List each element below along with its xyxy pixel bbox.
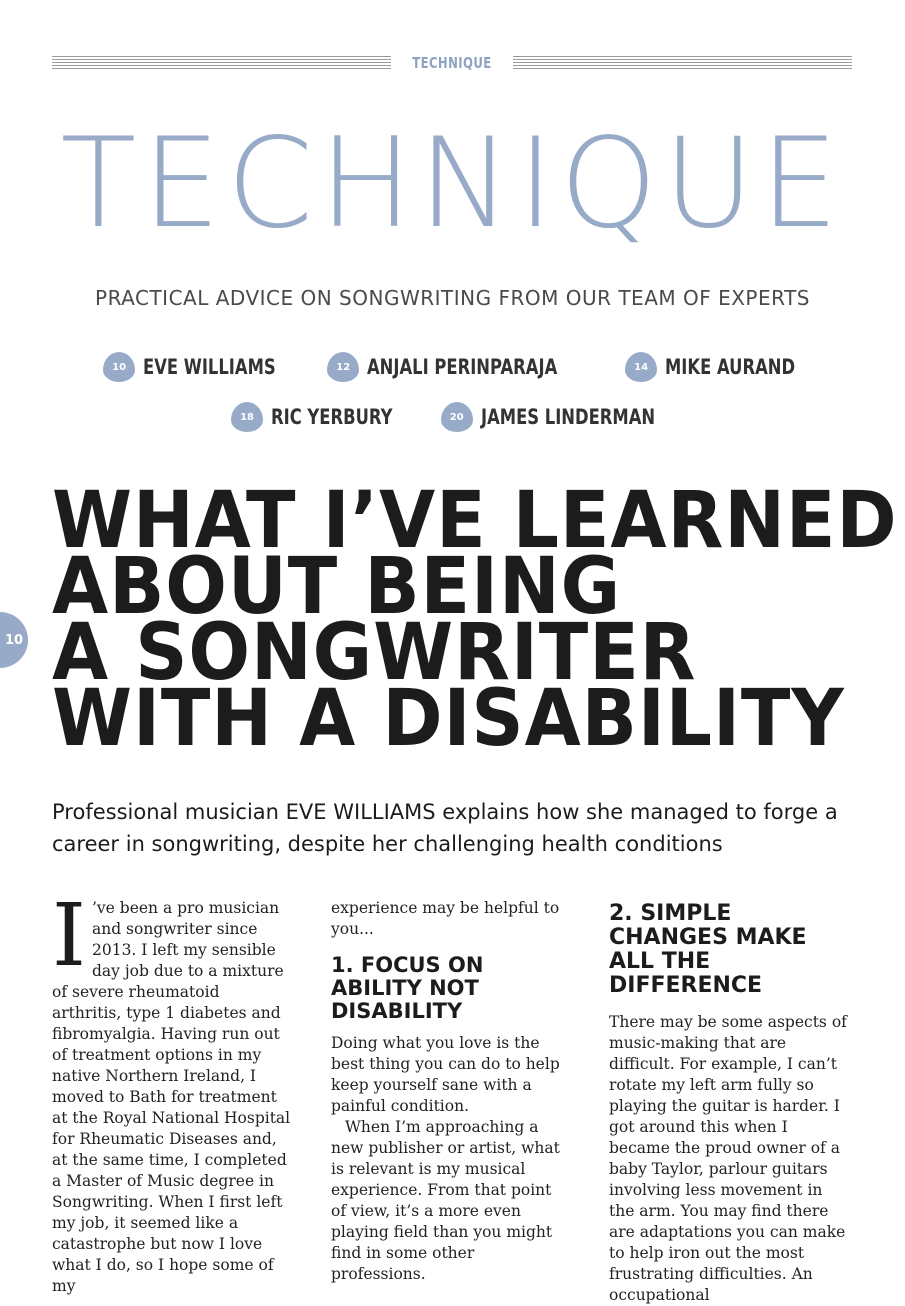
body-paragraph: There may be some aspects of music-making that are difficult. For example, I can’t rotate my left arm fully so playing the guitar is harder. I got around this when I became the proud owner of a baby Taylor, parlour guitars involving less movement in the arm. You may find there are adaptations you can make to help iron out the most frustrating difficulties. An occupational bbox=[609, 1013, 847, 1304]
expert-name: JAMES LINDERMAN bbox=[480, 405, 655, 429]
body-paragraph: Doing what you love is the best thing you can do to help keep yourself sane with a painful condition. bbox=[331, 1034, 560, 1115]
page-pick-icon: 10 bbox=[103, 352, 135, 382]
section-title: TECHNIQUE bbox=[60, 112, 845, 256]
body-paragraph: When I’m approaching a new publisher or artist, what is relevant is my musical experience. From that point of view, it’s a more even playing field than you might find in some other professions. bbox=[331, 1118, 560, 1283]
article-column-1 bbox=[52, 886, 292, 1297]
headline-line: WITH A DISABILITY bbox=[52, 674, 845, 764]
article-headline bbox=[52, 476, 898, 764]
headline-line: A SONGWRITER bbox=[52, 608, 697, 698]
header-rule-left bbox=[52, 56, 391, 70]
drop-cap: I bbox=[52, 886, 86, 986]
expert-link[interactable] bbox=[441, 402, 674, 432]
article-column-3 bbox=[609, 898, 849, 1306]
article-subheading: 1. FOCUS ON ABILITY NOT DISABILITY bbox=[331, 953, 484, 1023]
expert-name: RIC YERBURY bbox=[271, 405, 393, 429]
article-subheading: 2. SIMPLE CHANGES MAKE ALL THE DIFFERENCE bbox=[609, 901, 807, 998]
expert-link[interactable] bbox=[231, 402, 397, 432]
section-header bbox=[52, 54, 852, 72]
article-column-2 bbox=[331, 898, 571, 1285]
page-number-tab: 10 bbox=[0, 612, 28, 668]
expert-link[interactable] bbox=[103, 352, 283, 382]
page-pick-icon: 12 bbox=[327, 352, 359, 382]
headline-line: WHAT I’VE LEARNED bbox=[52, 476, 898, 566]
page-pick-icon: 20 bbox=[441, 402, 473, 432]
header-rule-right bbox=[513, 56, 852, 70]
page-pick-icon: 14 bbox=[625, 352, 657, 382]
expert-link[interactable] bbox=[327, 352, 581, 382]
expert-name: MIKE AURAND bbox=[665, 355, 796, 379]
page-pick-icon: 18 bbox=[231, 402, 263, 432]
expert-link[interactable] bbox=[625, 352, 802, 382]
body-paragraph: ’ve been a pro musician and songwriter since 2013. I left my sensible day job due to a mixture of severe rheumatoid arthritis, type 1 diabetes and fibromyalgia. Having run out of treatment options in my native Northern Ireland, I moved to Bath for treatment at the Royal National Hospital for Rheumatic Diseases and, at the same time, I completed a Master of Music degree in Songwriting. When I first left my job, it seemed like a catastrophe but now I love what I do, so I hope some of my bbox=[52, 899, 291, 1295]
expert-name: EVE WILLIAMS bbox=[143, 355, 276, 379]
experts-row-2 bbox=[0, 402, 905, 432]
section-subtitle: PRACTICAL ADVICE ON SONGWRITING FROM OUR TEAM OF EXPERTS bbox=[95, 286, 810, 310]
section-tag: TECHNIQUE bbox=[412, 54, 492, 72]
body-paragraph: experience may be helpful to you... bbox=[331, 899, 560, 938]
expert-name: ANJALI PERINPARAJA bbox=[367, 355, 558, 379]
experts-row-1 bbox=[0, 352, 905, 382]
article-standfirst: Professional musician EVE WILLIAMS explains how she managed to forge a career in songwriting, despite her challenging health conditions bbox=[52, 800, 838, 856]
headline-line: ABOUT BEING bbox=[52, 542, 622, 632]
